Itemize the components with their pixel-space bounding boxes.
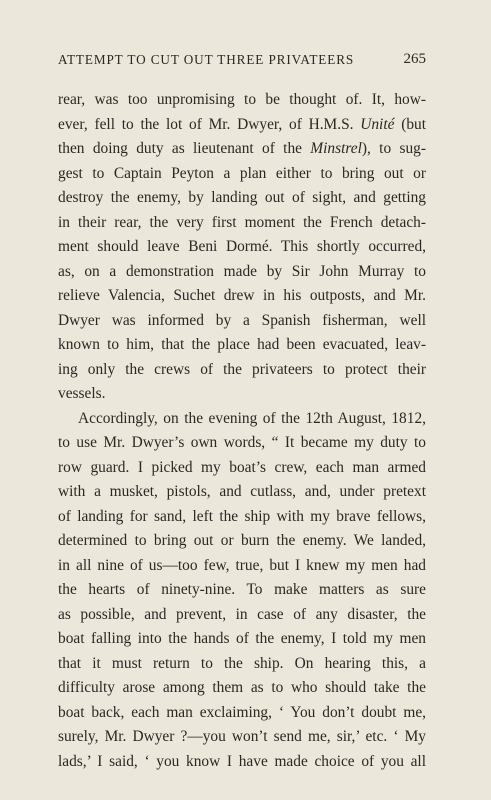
- text-line: of landing for sand, left the ship with my brave fellows,: [58, 507, 426, 525]
- text-line: to use Mr. Dwyer’s own words, “ It became my duty to: [58, 434, 426, 451]
- text-line: [58, 113, 426, 138]
- running-title: ATTEMPT TO CUT OUT THREE PRIVATEERS: [58, 52, 355, 67]
- text-line: destroy the enemy, by landing out of sight, and getting: [58, 189, 426, 206]
- text-line: [58, 137, 426, 162]
- text-line: in all nine of us—too few, true, but I knew my men had: [58, 556, 426, 574]
- text-segment: ), to sug-: [361, 140, 426, 157]
- ship-name-italic: Minstrel: [310, 140, 362, 157]
- text-line: as, on a demonstration made by Sir John Murray to: [58, 262, 426, 280]
- text-line: ment should leave Beni Dormé. This shortly occurred,: [58, 238, 426, 255]
- text-line: as possible, and prevent, in case of any disaster, the: [58, 605, 426, 623]
- text-line: vessels.: [58, 385, 106, 402]
- text-line: gest to Captain Peyton a plan either to bring out or: [58, 164, 426, 182]
- text-segment: ever, fell to the lot of Mr. Dwyer, of H.M.S.: [58, 115, 361, 133]
- text-line: row guard. I picked my boat’s crew, each man armed: [58, 458, 426, 476]
- text-line: Accordingly, on the evening of the 12th August, 1812,: [78, 409, 426, 427]
- text-line: surely, Mr. Dwyer ?—you won’t send me, sir,’ etc. ‘ My: [58, 728, 426, 745]
- text-line: determined to bring out or burn the enemy. We landed,: [58, 532, 426, 549]
- text-line: that it must return to the ship. On hearing this, a: [58, 654, 426, 672]
- text-line: known to him, that the place had been evacuated, leav-: [58, 336, 426, 353]
- text-line: the hearts of ninety-nine. To make matters as sure: [58, 581, 426, 598]
- text-segment: (but: [394, 115, 426, 133]
- page-number: 265: [403, 51, 426, 67]
- body-text: [58, 88, 426, 774]
- text-line: lads,’ I said, ‘ you know I have made choice of you all: [58, 752, 426, 770]
- text-line: ing only the crews of the privateers to protect their: [58, 360, 426, 378]
- text-line: with a musket, pistols, and cutlass, and, under pretext: [58, 483, 426, 500]
- text-line: boat falling into the hands of the enemy, I told my men: [58, 630, 426, 647]
- text-line: in their rear, the very first moment the French detach-: [58, 213, 426, 231]
- text-line: Dwyer was informed by a Spanish fisherman, well: [58, 311, 426, 329]
- text-segment: then doing duty as lieutenant of the: [58, 140, 311, 157]
- text-line: difficulty arose among them as to who should take the: [58, 679, 426, 696]
- text-line: boat back, each man exclaiming, ‘ You don’t doubt me,: [58, 703, 426, 721]
- text-line: relieve Valencia, Suchet drew in his outposts, and Mr.: [58, 287, 426, 304]
- ship-name-italic: Unité: [360, 115, 395, 133]
- text-line: rear, was too unpromising to be thought of. It, how-: [58, 91, 426, 108]
- page-header: [58, 52, 426, 74]
